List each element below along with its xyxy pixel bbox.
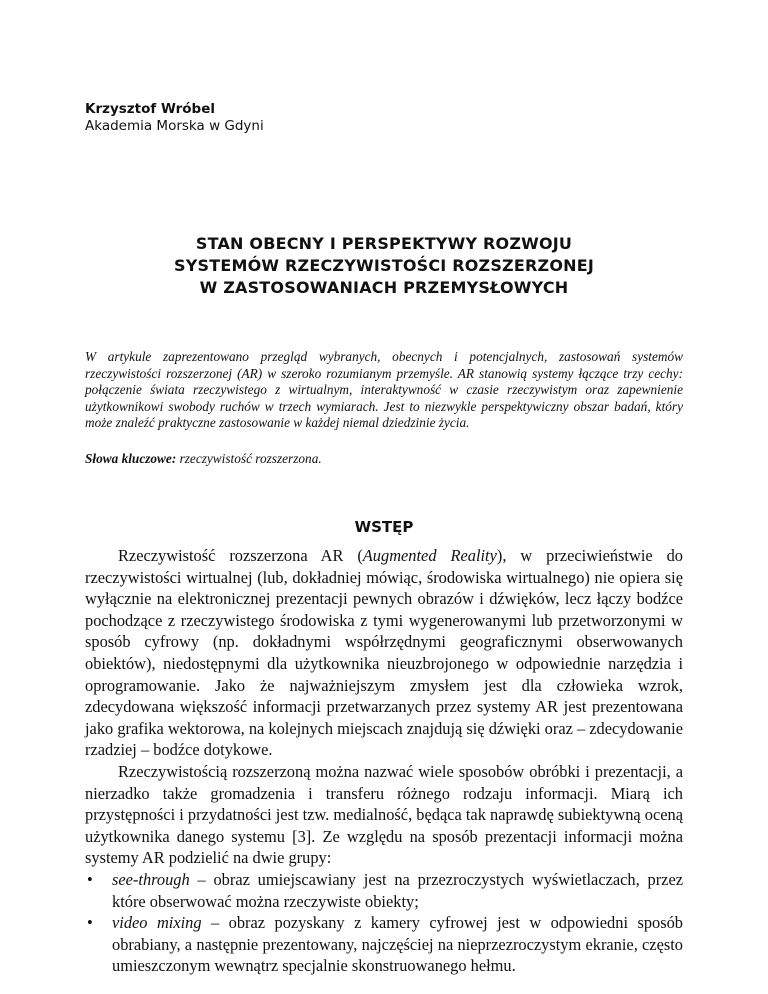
title-line-2: SYSTEMÓW RZECZYWISTOŚCI ROZSZERZONEJ (173, 256, 594, 275)
paragraph-1-start: Rzeczywistość rozszerzona AR ( (118, 546, 363, 565)
list-item-term: see-through (112, 869, 190, 889)
abstract: W artykule zaprezentowano przegląd wybranych, obecnych i potencjalnych, zastosowań systemów rzeczywistości rozszerzonej (AR) w szeroko rozumianym przemyśle. AR stanowią systemy łączące trzy cechy: połączenie świata rzeczywistego z wirtualnym, interaktywność w czasie rzeczywistym oraz zapewnienie użytkownikowi swobody ruchów w trzech wymiarach. Jest to niezwykle perspektywiczny obszar badań, który może znaleźć praktyczne zastosowanie w każdej niemal dziedzinie życia. (85, 349, 683, 431)
paper-title (85, 233, 683, 299)
paragraph-1 (85, 545, 683, 761)
section-heading: WSTĘP (354, 518, 414, 536)
paragraph-2: Rzeczywistością rozszerzoną można nazwać wiele sposobów obróbki i prezentacji, a nierzadko także gromadzenia i transferu różnego rodzaju informacji. Miarą ich przystępności i przydatności jest tzw. medialność, będąca tak naprawdę subiektywną oceną użytkownika danego systemu [3]. Ze względu na sposób prezentacji informacji można systemy AR podzielić na dwie grupy: (85, 761, 683, 868)
bullet-list (85, 869, 683, 977)
keywords (85, 450, 683, 467)
author-affiliation: Akademia Morska w Gdyni (85, 118, 264, 134)
title-line-1: STAN OBECNY I PERSPEKTYWY ROZWOJU (195, 234, 573, 253)
keywords-label: Słowa kluczowe: (85, 451, 177, 466)
augmented-reality-term: Augmented Reality (362, 546, 497, 565)
list-item-term: video mixing (112, 913, 202, 933)
list-item-text: – obraz pozyskany z kamery cyfrowej jest w odpowiedni sposób obrabiany, a następnie prezentowany, najczęściej na nieprzezroczystym ekranie, często umieszczonym wewnątrz specjalnie skonstruowanego hełmu. (112, 913, 683, 976)
bullet-icon: • (87, 869, 93, 889)
author-block (85, 101, 264, 135)
list-item-text: – obraz umiejscawiany jest na przezroczystych wyświetlaczach, przez które obserwować można rzeczywiste obiekty; (112, 869, 683, 911)
list-item (85, 869, 683, 912)
body-text (85, 545, 683, 977)
keywords-value: rzeczywistość rozszerzona. (179, 451, 322, 466)
title-line-3: W ZASTOSOWANIACH PRZEMYSŁOWYCH (199, 278, 569, 297)
list-item (85, 912, 683, 977)
paragraph-1-rest: ), w przeciwieństwie do rzeczywistości wirtualnej (lub, dokładniej mówiąc, środowiska wirtualnego) nie opiera się wyłącznie na elektronicznej prezentacji pewnych obrazów i dźwięków, lecz łączy bodźce pochodzące z rzeczywistego środowiska z tymi wygenerowanymi lub przetworzonymi w sposób cyfrowy (np. dokładnymi współrzędnymi geograficznymi obserwowanych obiektów), niedostępnymi dla użytkownika nieuzbrojonego w odpowiednie narzędzia i oprogramowanie. Jako że najważniejszym zmysłem jest dla człowieka wzrok, zdecydowana większość informacji przetwarzanych przez systemy AR jest prezentowana jako grafika wektorowa, na kolejnych miejscach znajdują się dźwięki oraz – zdecydowanie rzadziej – bodźce dotykowe. (85, 546, 684, 760)
author-name: Krzysztof Wróbel (85, 101, 216, 117)
bullet-icon: • (87, 913, 93, 933)
